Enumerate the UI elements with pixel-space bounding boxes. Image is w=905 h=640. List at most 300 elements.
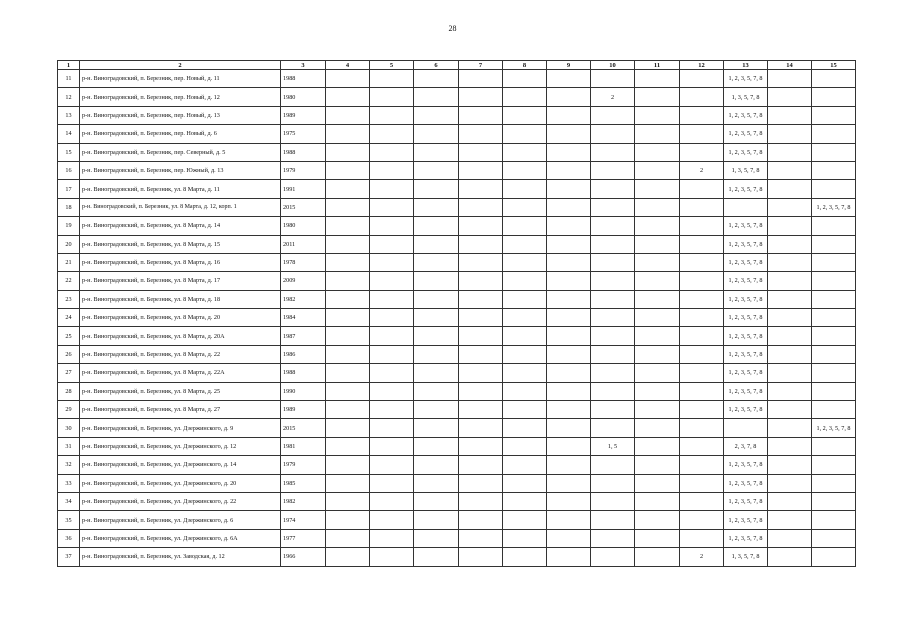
empty-cell bbox=[459, 198, 503, 216]
col15-cell bbox=[812, 474, 856, 492]
empty-cell bbox=[370, 125, 414, 143]
year-cell: 1979 bbox=[281, 456, 326, 474]
col10-cell bbox=[591, 290, 635, 308]
table-row bbox=[58, 401, 856, 419]
row-number: 20 bbox=[58, 235, 80, 253]
address-cell: р-н. Виноградовский, п. Березник, пер. Новый, д. 6 bbox=[80, 125, 281, 143]
empty-cell bbox=[503, 419, 547, 437]
empty-cell bbox=[414, 88, 459, 106]
empty-cell bbox=[459, 180, 503, 198]
empty-cell bbox=[503, 253, 547, 271]
empty-cell bbox=[503, 456, 547, 474]
empty-cell bbox=[547, 345, 591, 363]
col12-cell bbox=[680, 419, 724, 437]
column-header: 15 bbox=[812, 61, 856, 70]
col13-cell: 1, 2, 3, 5, 7, 8 bbox=[724, 125, 768, 143]
empty-cell bbox=[326, 364, 370, 382]
col15-cell: 1, 2, 3, 5, 7, 8 bbox=[812, 198, 856, 216]
column-header: 12 bbox=[680, 61, 724, 70]
table-row bbox=[58, 309, 856, 327]
table-row bbox=[58, 106, 856, 124]
empty-cell bbox=[768, 309, 812, 327]
empty-cell bbox=[635, 290, 680, 308]
address-cell: р-н. Виноградовский, п. Березник, ул. Дзержинского, д. 12 bbox=[80, 437, 281, 455]
empty-cell bbox=[547, 382, 591, 400]
empty-cell bbox=[635, 180, 680, 198]
empty-cell bbox=[768, 70, 812, 88]
year-cell: 1980 bbox=[281, 88, 326, 106]
empty-cell bbox=[503, 290, 547, 308]
year-cell: 1991 bbox=[281, 180, 326, 198]
empty-cell bbox=[414, 437, 459, 455]
empty-cell bbox=[326, 309, 370, 327]
empty-cell bbox=[459, 492, 503, 510]
empty-cell bbox=[370, 309, 414, 327]
col13-cell: 1, 3, 5, 7, 8 bbox=[724, 88, 768, 106]
empty-cell bbox=[414, 364, 459, 382]
empty-cell bbox=[503, 474, 547, 492]
row-number: 27 bbox=[58, 364, 80, 382]
col12-cell: 2 bbox=[680, 161, 724, 179]
empty-cell bbox=[768, 437, 812, 455]
col15-cell bbox=[812, 235, 856, 253]
empty-cell bbox=[326, 345, 370, 363]
row-number: 30 bbox=[58, 419, 80, 437]
empty-cell bbox=[768, 290, 812, 308]
empty-cell bbox=[768, 106, 812, 124]
empty-cell bbox=[547, 180, 591, 198]
column-header: 3 bbox=[281, 61, 326, 70]
address-cell: р-н. Виноградовский, п. Березник, ул. 8 Марта, д. 22 bbox=[80, 345, 281, 363]
empty-cell bbox=[459, 345, 503, 363]
empty-cell bbox=[503, 511, 547, 529]
col12-cell: 2 bbox=[680, 548, 724, 566]
col12-cell bbox=[680, 327, 724, 345]
col13-cell bbox=[724, 419, 768, 437]
col10-cell bbox=[591, 548, 635, 566]
empty-cell bbox=[635, 492, 680, 510]
empty-cell bbox=[459, 548, 503, 566]
col12-cell bbox=[680, 364, 724, 382]
row-number: 16 bbox=[58, 161, 80, 179]
year-cell: 1986 bbox=[281, 345, 326, 363]
col12-cell bbox=[680, 474, 724, 492]
col10-cell bbox=[591, 474, 635, 492]
col12-cell bbox=[680, 70, 724, 88]
row-number: 24 bbox=[58, 309, 80, 327]
empty-cell bbox=[635, 125, 680, 143]
year-cell: 1985 bbox=[281, 474, 326, 492]
col12-cell bbox=[680, 309, 724, 327]
row-number: 13 bbox=[58, 106, 80, 124]
table-row bbox=[58, 88, 856, 106]
col12-cell bbox=[680, 511, 724, 529]
col13-cell: 1, 2, 3, 5, 7, 8 bbox=[724, 235, 768, 253]
row-number: 29 bbox=[58, 401, 80, 419]
col15-cell bbox=[812, 309, 856, 327]
col15-cell bbox=[812, 70, 856, 88]
column-header: 4 bbox=[326, 61, 370, 70]
col10-cell bbox=[591, 456, 635, 474]
empty-cell bbox=[768, 529, 812, 547]
table-row bbox=[58, 235, 856, 253]
col13-cell: 1, 2, 3, 5, 7, 8 bbox=[724, 529, 768, 547]
empty-cell bbox=[459, 272, 503, 290]
empty-cell bbox=[503, 382, 547, 400]
col12-cell bbox=[680, 143, 724, 161]
empty-cell bbox=[635, 345, 680, 363]
empty-cell bbox=[547, 125, 591, 143]
col10-cell bbox=[591, 401, 635, 419]
empty-cell bbox=[459, 511, 503, 529]
empty-cell bbox=[326, 88, 370, 106]
address-cell: р-н. Виноградовский, п. Березник, пер. Северный, д. 5 bbox=[80, 143, 281, 161]
empty-cell bbox=[414, 529, 459, 547]
address-cell: р-н. Виноградовский, п. Березник, ул. Дзержинского, д. 6А bbox=[80, 529, 281, 547]
empty-cell bbox=[326, 511, 370, 529]
empty-cell bbox=[547, 217, 591, 235]
empty-cell bbox=[370, 290, 414, 308]
empty-cell bbox=[414, 511, 459, 529]
col13-cell: 2, 3, 7, 8 bbox=[724, 437, 768, 455]
empty-cell bbox=[547, 272, 591, 290]
empty-cell bbox=[503, 345, 547, 363]
row-number: 17 bbox=[58, 180, 80, 198]
address-cell: р-н. Виноградовский, п. Березник, ул. 8 Марта, д. 16 bbox=[80, 253, 281, 271]
empty-cell bbox=[547, 235, 591, 253]
empty-cell bbox=[768, 492, 812, 510]
empty-cell bbox=[768, 327, 812, 345]
header-row bbox=[58, 61, 856, 70]
empty-cell bbox=[547, 492, 591, 510]
row-number: 31 bbox=[58, 437, 80, 455]
empty-cell bbox=[459, 235, 503, 253]
page-number: 28 bbox=[448, 24, 457, 33]
table-row bbox=[58, 180, 856, 198]
col13-cell: 1, 2, 3, 5, 7, 8 bbox=[724, 345, 768, 363]
empty-cell bbox=[503, 437, 547, 455]
col15-cell bbox=[812, 492, 856, 510]
empty-cell bbox=[768, 198, 812, 216]
address-cell: р-н. Виноградовский, п. Березник, ул. Заводская, д. 12 bbox=[80, 548, 281, 566]
column-header: 7 bbox=[459, 61, 503, 70]
col13-cell: 1, 2, 3, 5, 7, 8 bbox=[724, 70, 768, 88]
col10-cell bbox=[591, 529, 635, 547]
empty-cell bbox=[370, 180, 414, 198]
empty-cell bbox=[768, 253, 812, 271]
col10-cell bbox=[591, 382, 635, 400]
table-row bbox=[58, 474, 856, 492]
col13-cell: 1, 2, 3, 5, 7, 8 bbox=[724, 492, 768, 510]
empty-cell bbox=[459, 474, 503, 492]
col12-cell bbox=[680, 345, 724, 363]
year-cell: 1979 bbox=[281, 161, 326, 179]
col15-cell bbox=[812, 456, 856, 474]
col13-cell: 1, 2, 3, 5, 7, 8 bbox=[724, 511, 768, 529]
col15-cell bbox=[812, 511, 856, 529]
row-number: 22 bbox=[58, 272, 80, 290]
empty-cell bbox=[768, 456, 812, 474]
empty-cell bbox=[370, 88, 414, 106]
empty-cell bbox=[547, 419, 591, 437]
col12-cell bbox=[680, 180, 724, 198]
table-row bbox=[58, 125, 856, 143]
empty-cell bbox=[503, 327, 547, 345]
table-row bbox=[58, 364, 856, 382]
col15-cell bbox=[812, 217, 856, 235]
empty-cell bbox=[326, 106, 370, 124]
empty-cell bbox=[459, 382, 503, 400]
empty-cell bbox=[635, 327, 680, 345]
address-cell: р-н. Виноградовский, п. Березник, ул. Дзержинского, д. 20 bbox=[80, 474, 281, 492]
empty-cell bbox=[370, 364, 414, 382]
col15-cell bbox=[812, 364, 856, 382]
address-cell: р-н. Виноградовский, п. Березник, ул. Дзержинского, д. 6 bbox=[80, 511, 281, 529]
empty-cell bbox=[326, 235, 370, 253]
year-cell: 1982 bbox=[281, 492, 326, 510]
year-cell: 1982 bbox=[281, 290, 326, 308]
col13-cell: 1, 2, 3, 5, 7, 8 bbox=[724, 382, 768, 400]
table-row bbox=[58, 529, 856, 547]
empty-cell bbox=[503, 235, 547, 253]
empty-cell bbox=[503, 180, 547, 198]
empty-cell bbox=[414, 161, 459, 179]
col10-cell: 2 bbox=[591, 88, 635, 106]
empty-cell bbox=[635, 419, 680, 437]
empty-cell bbox=[635, 309, 680, 327]
empty-cell bbox=[635, 548, 680, 566]
row-number: 11 bbox=[58, 70, 80, 88]
empty-cell bbox=[370, 345, 414, 363]
col12-cell bbox=[680, 529, 724, 547]
table-row bbox=[58, 327, 856, 345]
empty-cell bbox=[635, 198, 680, 216]
year-cell: 1984 bbox=[281, 309, 326, 327]
row-number: 21 bbox=[58, 253, 80, 271]
empty-cell bbox=[326, 401, 370, 419]
column-header: 9 bbox=[547, 61, 591, 70]
empty-cell bbox=[414, 401, 459, 419]
empty-cell bbox=[326, 492, 370, 510]
empty-cell bbox=[768, 180, 812, 198]
col13-cell: 1, 2, 3, 5, 7, 8 bbox=[724, 290, 768, 308]
empty-cell bbox=[370, 235, 414, 253]
empty-cell bbox=[635, 70, 680, 88]
empty-cell bbox=[414, 456, 459, 474]
empty-cell bbox=[370, 198, 414, 216]
table-row bbox=[58, 70, 856, 88]
table-row bbox=[58, 419, 856, 437]
empty-cell bbox=[635, 253, 680, 271]
col10-cell bbox=[591, 70, 635, 88]
col12-cell bbox=[680, 125, 724, 143]
row-number: 14 bbox=[58, 125, 80, 143]
empty-cell bbox=[635, 272, 680, 290]
address-cell: р-н. Виноградовский, п. Березник, ул. Дзержинского, д. 22 bbox=[80, 492, 281, 510]
empty-cell bbox=[370, 437, 414, 455]
col15-cell bbox=[812, 345, 856, 363]
col10-cell bbox=[591, 106, 635, 124]
empty-cell bbox=[635, 511, 680, 529]
empty-cell bbox=[326, 180, 370, 198]
col13-cell: 1, 2, 3, 5, 7, 8 bbox=[724, 272, 768, 290]
col13-cell: 1, 3, 5, 7, 8 bbox=[724, 161, 768, 179]
year-cell: 1988 bbox=[281, 70, 326, 88]
empty-cell bbox=[547, 529, 591, 547]
row-number: 18 bbox=[58, 198, 80, 216]
table-row bbox=[58, 217, 856, 235]
capital-repair-table bbox=[57, 60, 856, 567]
col12-cell bbox=[680, 253, 724, 271]
col12-cell bbox=[680, 382, 724, 400]
table-row bbox=[58, 143, 856, 161]
year-cell: 2011 bbox=[281, 235, 326, 253]
empty-cell bbox=[414, 492, 459, 510]
col15-cell bbox=[812, 253, 856, 271]
empty-cell bbox=[503, 106, 547, 124]
address-cell: р-н. Виноградовский, п. Березник, ул. 8 Марта, д. 22А bbox=[80, 364, 281, 382]
empty-cell bbox=[326, 548, 370, 566]
year-cell: 1978 bbox=[281, 253, 326, 271]
empty-cell bbox=[547, 437, 591, 455]
column-header: 5 bbox=[370, 61, 414, 70]
empty-cell bbox=[547, 401, 591, 419]
col15-cell bbox=[812, 401, 856, 419]
row-number: 26 bbox=[58, 345, 80, 363]
empty-cell bbox=[370, 217, 414, 235]
empty-cell bbox=[635, 529, 680, 547]
col13-cell: 1, 2, 3, 5, 7, 8 bbox=[724, 364, 768, 382]
address-cell: р-н. Виноградовский, п. Березник, ул. 8 Марта, д. 27 bbox=[80, 401, 281, 419]
col12-cell bbox=[680, 235, 724, 253]
col15-cell bbox=[812, 437, 856, 455]
empty-cell bbox=[459, 309, 503, 327]
empty-cell bbox=[414, 180, 459, 198]
empty-cell bbox=[370, 529, 414, 547]
empty-cell bbox=[414, 217, 459, 235]
empty-cell bbox=[459, 217, 503, 235]
column-header: 6 bbox=[414, 61, 459, 70]
year-cell: 1988 bbox=[281, 143, 326, 161]
empty-cell bbox=[547, 474, 591, 492]
empty-cell bbox=[635, 106, 680, 124]
empty-cell bbox=[326, 327, 370, 345]
row-number: 28 bbox=[58, 382, 80, 400]
table-row bbox=[58, 492, 856, 510]
empty-cell bbox=[326, 143, 370, 161]
empty-cell bbox=[459, 437, 503, 455]
empty-cell bbox=[370, 401, 414, 419]
col10-cell bbox=[591, 180, 635, 198]
empty-cell bbox=[547, 290, 591, 308]
table-row bbox=[58, 437, 856, 455]
empty-cell bbox=[635, 161, 680, 179]
row-number: 35 bbox=[58, 511, 80, 529]
address-cell: р-н. Виноградовский, п. Березник, ул. 8 Марта, д. 12, корп. 1 bbox=[80, 198, 281, 216]
year-cell: 1981 bbox=[281, 437, 326, 455]
table-row bbox=[58, 548, 856, 566]
column-header: 8 bbox=[503, 61, 547, 70]
year-cell: 1966 bbox=[281, 548, 326, 566]
empty-cell bbox=[414, 143, 459, 161]
address-cell: р-н. Виноградовский, п. Березник, пер. Новый, д. 11 bbox=[80, 70, 281, 88]
empty-cell bbox=[326, 125, 370, 143]
empty-cell bbox=[503, 529, 547, 547]
empty-cell bbox=[635, 474, 680, 492]
col13-cell: 1, 2, 3, 5, 7, 8 bbox=[724, 401, 768, 419]
empty-cell bbox=[635, 382, 680, 400]
empty-cell bbox=[414, 198, 459, 216]
col13-cell bbox=[724, 198, 768, 216]
row-number: 25 bbox=[58, 327, 80, 345]
empty-cell bbox=[459, 161, 503, 179]
column-header: 11 bbox=[635, 61, 680, 70]
empty-cell bbox=[370, 548, 414, 566]
col10-cell bbox=[591, 511, 635, 529]
empty-cell bbox=[370, 272, 414, 290]
row-number: 19 bbox=[58, 217, 80, 235]
table-row bbox=[58, 198, 856, 216]
col13-cell: 1, 2, 3, 5, 7, 8 bbox=[724, 180, 768, 198]
empty-cell bbox=[635, 235, 680, 253]
empty-cell bbox=[503, 309, 547, 327]
empty-cell bbox=[635, 437, 680, 455]
col10-cell bbox=[591, 198, 635, 216]
row-number: 34 bbox=[58, 492, 80, 510]
empty-cell bbox=[326, 529, 370, 547]
table-row bbox=[58, 290, 856, 308]
empty-cell bbox=[414, 272, 459, 290]
col12-cell bbox=[680, 217, 724, 235]
empty-cell bbox=[503, 401, 547, 419]
table-row bbox=[58, 272, 856, 290]
empty-cell bbox=[414, 345, 459, 363]
table-row bbox=[58, 345, 856, 363]
empty-cell bbox=[503, 70, 547, 88]
empty-cell bbox=[370, 492, 414, 510]
empty-cell bbox=[547, 143, 591, 161]
empty-cell bbox=[326, 290, 370, 308]
empty-cell bbox=[459, 364, 503, 382]
col13-cell: 1, 2, 3, 5, 7, 8 bbox=[724, 253, 768, 271]
empty-cell bbox=[635, 364, 680, 382]
empty-cell bbox=[768, 143, 812, 161]
empty-cell bbox=[370, 456, 414, 474]
col12-cell bbox=[680, 456, 724, 474]
address-cell: р-н. Виноградовский, п. Березник, ул. 8 Марта, д. 17 bbox=[80, 272, 281, 290]
empty-cell bbox=[459, 401, 503, 419]
col12-cell bbox=[680, 401, 724, 419]
address-cell: р-н. Виноградовский, п. Березник, пер. Южный, д. 13 bbox=[80, 161, 281, 179]
table-row bbox=[58, 253, 856, 271]
empty-cell bbox=[459, 88, 503, 106]
empty-cell bbox=[459, 143, 503, 161]
table-row bbox=[58, 511, 856, 529]
year-cell: 1989 bbox=[281, 106, 326, 124]
empty-cell bbox=[547, 364, 591, 382]
col15-cell bbox=[812, 548, 856, 566]
col10-cell bbox=[591, 364, 635, 382]
empty-cell bbox=[768, 548, 812, 566]
col10-cell bbox=[591, 235, 635, 253]
empty-cell bbox=[768, 511, 812, 529]
empty-cell bbox=[326, 382, 370, 400]
empty-cell bbox=[370, 474, 414, 492]
empty-cell bbox=[768, 235, 812, 253]
column-header: 10 bbox=[591, 61, 635, 70]
empty-cell bbox=[326, 456, 370, 474]
column-header: 14 bbox=[768, 61, 812, 70]
